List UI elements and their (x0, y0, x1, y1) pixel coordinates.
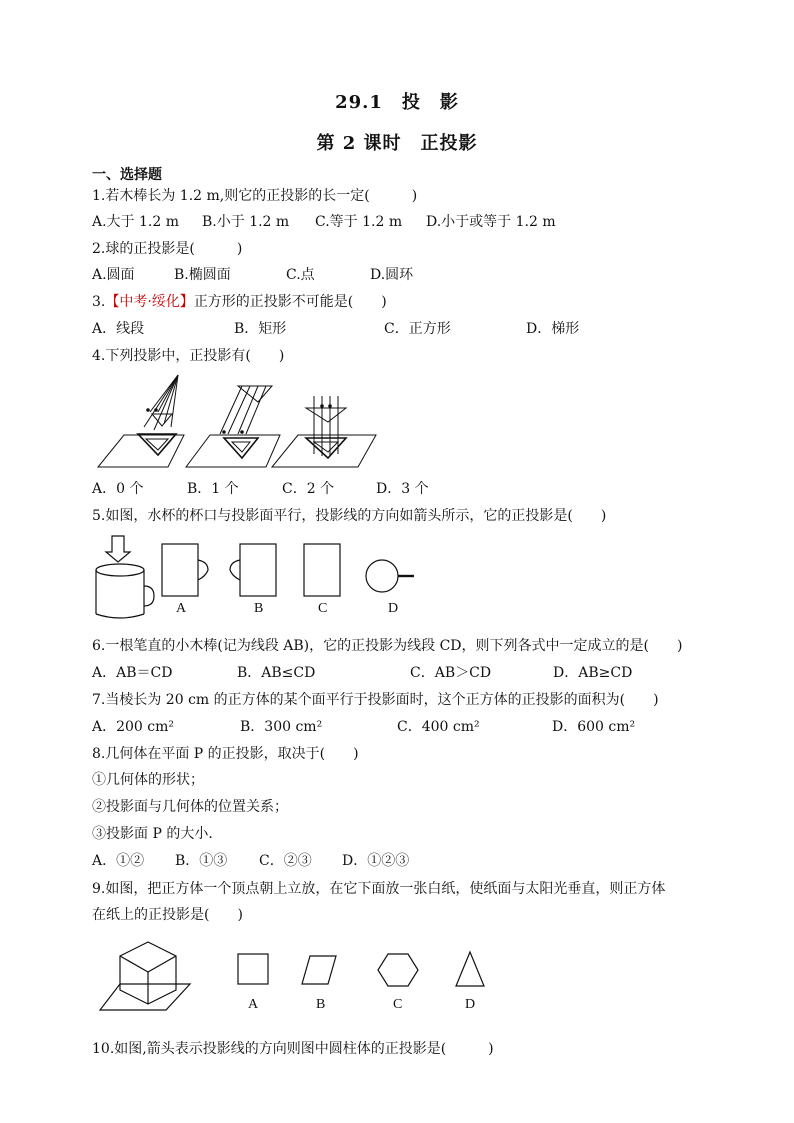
q3-option-a: A．线段 (92, 321, 145, 337)
q8-item-3: ③投影面 P 的大小． (92, 826, 223, 842)
q3-option-b: B．矩形 (234, 321, 287, 337)
q5-stem: 5.如图，水杯的杯口与投影面平行，投影线的方向如箭头所示，它的正投影是( ) (92, 508, 607, 524)
q4-projection-figure (92, 372, 392, 474)
q4-option-d: D．3 个 (376, 481, 429, 497)
q5-label-b: B (254, 601, 264, 616)
q6-option-c: C．AB＞CD (410, 665, 492, 681)
q4-panel-central (98, 375, 184, 467)
q1-option-d: D.小于或等于 1.2 m (426, 214, 556, 230)
q8-option-c: C．②③ (259, 853, 312, 869)
q4-option-a: A．0 个 (92, 481, 144, 497)
q8-option-a: A．①② (92, 853, 145, 869)
page-title: 29.1 投 影 (335, 92, 459, 113)
q10-stem: 10.如图,箭头表示投影线的方向则图中圆柱体的正投影是( ) (92, 1041, 494, 1057)
q6-stem: 6.一根笔直的小木棒(记为线段 AB)，它的正投影为线段 CD，则下列各式中一定成立的是( ) (92, 638, 683, 654)
q9-cube-figure (96, 938, 496, 1018)
q1-option-c: C.等于 1.2 m (315, 214, 403, 230)
q8-option-d: D．①②③ (342, 853, 410, 869)
option-c-shape (304, 544, 340, 596)
q5-cup-figure (92, 534, 432, 620)
q3-source-tag: 【中考·绥化】 (105, 294, 194, 310)
option-a-handle (198, 560, 208, 580)
q9-label-c: C (393, 997, 403, 1012)
q1-option-b: B.小于 1.2 m (202, 214, 290, 230)
option-a-shape (162, 544, 198, 596)
q7-option-a: A．200 cm² (92, 719, 175, 735)
q9-label-d: D (465, 997, 476, 1012)
option-d-triangle (456, 952, 484, 986)
q6-option-a: A．AB＝CD (92, 665, 173, 681)
mug-icon (96, 564, 154, 618)
q5-label-a: A (176, 601, 187, 616)
q8-stem: 8.几何体在平面 P 的正投影，取决于( ) (92, 746, 359, 762)
q3-number: 3. (92, 294, 106, 310)
q4-option-c: C．2 个 (282, 481, 335, 497)
q1-stem: 1.若木棒长为 1.2 m,则它的正投影的长一定( ) (92, 188, 418, 204)
q3-line (92, 293, 387, 311)
q3-stem: 正方形的正投影不可能是( ) (193, 294, 387, 310)
q7-stem: 7.当棱长为 20 cm 的正方体的某个面平行于投影面时，这个正方体的正投影的面积为( ) (92, 692, 659, 708)
q6-option-d: D．AB≥CD (553, 665, 633, 681)
q7-option-c: C．400 cm² (397, 719, 480, 735)
q7-option-d: D．600 cm² (552, 719, 636, 735)
q8-item-1: ①几何体的形状； (92, 772, 204, 788)
q1-option-a: A.大于 1.2 m (92, 214, 180, 230)
option-c-hexagon (378, 954, 418, 986)
q4-panel-oblique (186, 386, 280, 467)
q4-option-b: B．1 个 (187, 481, 239, 497)
q7-option-b: B．300 cm² (240, 719, 323, 735)
q9-stem-line1: 9.如图，把正方体一个顶点朝上立放，在它下面放一张白纸，使纸面与太阳光垂直，则正方体 (92, 881, 666, 897)
q2-stem: 2.球的正投影是( ) (92, 241, 243, 257)
q6-option-b: B．AB≤CD (237, 665, 316, 681)
q2-option-b: B.椭圆面 (174, 267, 231, 283)
q2-option-c: C.点 (286, 267, 315, 283)
page-subtitle: 第 2 课时 正投影 (316, 133, 478, 154)
q4-panel-orthographic (272, 396, 376, 467)
q3-option-c: C．正方形 (384, 321, 451, 337)
option-b-handle (230, 560, 240, 580)
q4-stem: 4.下列投影中，正投影有( ) (92, 348, 285, 364)
option-d-shape (366, 560, 398, 592)
option-b-shape (240, 544, 276, 596)
option-a-square (238, 954, 268, 984)
option-b-parallelogram (302, 956, 336, 984)
q5-label-d: D (388, 601, 399, 616)
q2-option-a: A.圆面 (92, 267, 135, 283)
q5-label-c: C (318, 601, 328, 616)
q9-label-b: B (316, 997, 326, 1012)
q9-label-a: A (248, 997, 259, 1012)
q2-option-d: D.圆环 (370, 267, 414, 283)
down-arrow-icon (106, 536, 130, 562)
q8-option-b: B．①③ (175, 853, 228, 869)
q8-item-2: ②投影面与几何体的位置关系； (92, 799, 288, 815)
section-heading: 一、选择题 (92, 167, 162, 183)
cube-on-vertex-icon (100, 942, 190, 1010)
q9-stem-line2: 在纸上的正投影是( ) (92, 907, 243, 923)
q3-option-d: D．梯形 (526, 321, 580, 337)
